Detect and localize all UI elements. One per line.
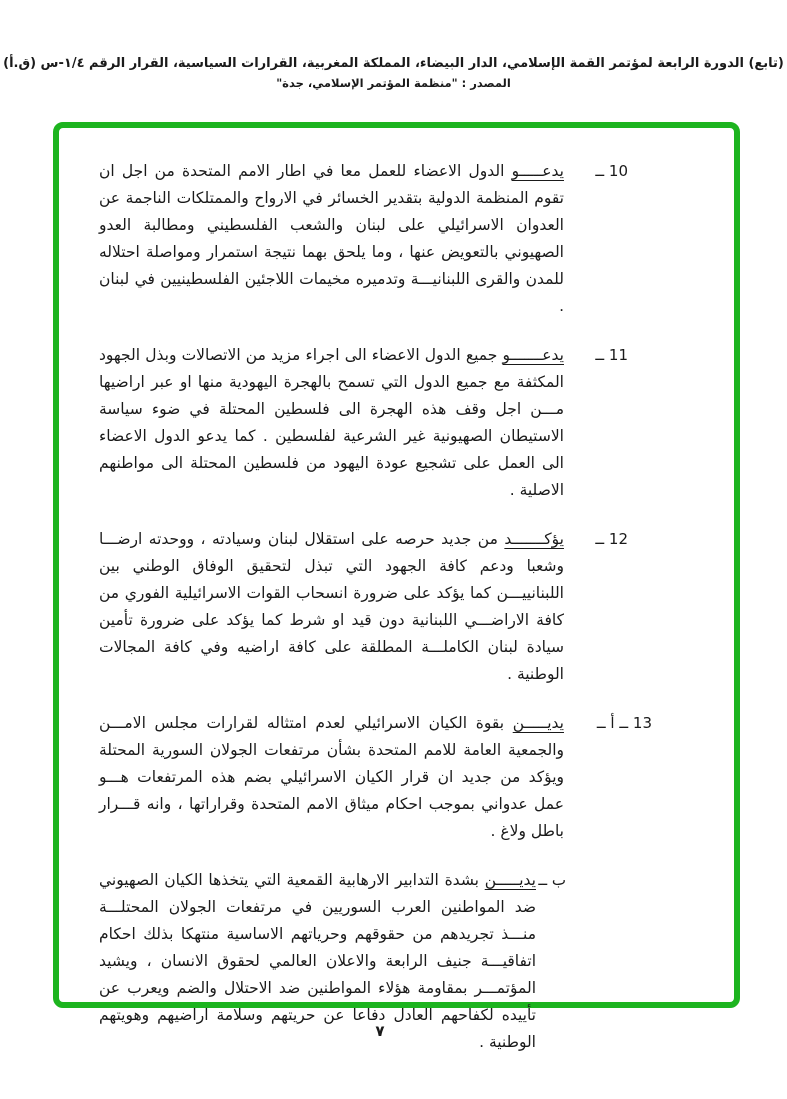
paragraph-text: الدول الاعضاء للعمل معا في اطار الامم المتحدة من اجل ان تقوم المنظمة الدولية بتقدير الخسائر في الارواح والممتلكات الناجمة عن العدوان الاسرائيلي على لبنان والشعب الفلسطيني ومطالبة العدو الصهيوني بالتعويض عنها ، وما يلحق بهما نتيجة استمرار ومواصلة احتلاله للمدن والقرى اللبنانيـــة وتدميره مخيمات اللاجئين الفلسطينيين في لبنان . <box>99 162 564 315</box>
paragraph-lead-word: يديـــــن <box>484 871 536 889</box>
paragraph-number: 11 ــ <box>595 346 628 364</box>
paragraph-lead-word: يدعـــــــو <box>502 346 564 364</box>
paragraph-lead-word: يدعـــــو <box>511 162 564 180</box>
header-citation-line: (تابع) الدورة الرابعة لمؤتمر القمة الإسلامي، الدار البيضاء، المملكة المغربية، القرارات السياسية، القرار الرقم ١/٤-س (ق.أ) <box>3 56 784 71</box>
paragraph-number: ب ــ <box>538 871 566 889</box>
header-source-line: المصدر : "منظمة المؤتمر الإسلامي، جدة" <box>276 76 511 90</box>
paragraph-lead-word: يؤكـــــــد <box>504 530 564 548</box>
paragraph-text: جميع الدول الاعضاء الى اجراء مزيد من الاتصالات وبذل الجهود المكثفة مع جميع الدول التي تسمح بالهجرة اليهودية منها او عبر اراضيها مـــن اجل وقف هذه الهجرة الى فلسطين المحتلة في ضوء سياسة الاستيطان الصهيونية غير الشرعية لفلسطين . كما يدعو الدول الاعضاء الى العمل على تشجيع عودة اليهود من فلسطين المحتلة الى مواطنهم الاصلية . <box>99 346 564 499</box>
paragraph-number: 10 ــ <box>595 162 628 180</box>
paragraph-number: 13 ــ أ ــ <box>596 714 652 732</box>
paragraph-text: بشدة التدابير الارهابية القمعية التي يتخذها الكيان الصهيوني ضد المواطنين العرب السوريين في مرتفعات الجولان المحتلـــة منـــذ تجريدهم من حقوقهم وحرياتهم الاساسية منتهكا بذلك احكام اتفاقيـــة جنيف الرابعة والاعلان العالمي لحقوق الانسان ، ويشيد المؤتمـــر بمقاومة هؤلاء المواطنين ضد الاحتلال والضم ويعرب عن تأييده لكفاحهم العادل دفاعا عن حريتهم وسلامة اراضيهم وهويتهم الوطنية . <box>99 871 536 1051</box>
paragraph-number: 12 ــ <box>595 530 628 548</box>
resolution-paragraph-12 <box>99 526 628 688</box>
paragraph-lead-word: يديـــــن <box>512 714 564 732</box>
green-content-border <box>53 122 740 1051</box>
resolution-paragraph-10 <box>99 158 628 320</box>
document-header <box>0 56 787 90</box>
resolution-paragraph-11 <box>99 342 628 504</box>
paragraph-text: بقوة الكيان الاسرائيلي لعدم امتثاله لقرارات مجلس الامـــن والجمعية العامة للامم المتحدة بشأن مرتفعات الجولان السورية المحتلة ويؤكد من جديد ان قرار الكيان الاسرائيلي بضم هذه المرتفعات هـــو عمل عدواني بموجب احكام ميثاق الامم المتحدة وقراراتها ، وانه قـــرار باطل ولاغ . <box>99 714 564 840</box>
resolution-paragraphs <box>99 158 652 1078</box>
paragraph-text: من جديد حرصه على استقلال لبنان وسيادته ، ووحدته ارضـــا وشعبا ودعم كافة الجهود التي تبذل لتحقيق الوفاق الوطني بين اللبنانييـــن كما يؤكد على ضرورة انسحاب القوات الاسرائيلية الفوري من كافة الاراضـــي اللبنانية دون قيد او شرط كما يؤكد على ضرورة تأمين سيادة لبنان الكاملـــة المطلقة على كافة اراضيه وفي كافة المجالات الوطنية . <box>99 530 564 683</box>
resolution-paragraph-13a <box>99 710 652 845</box>
page-number: ٧ <box>375 1022 385 1040</box>
